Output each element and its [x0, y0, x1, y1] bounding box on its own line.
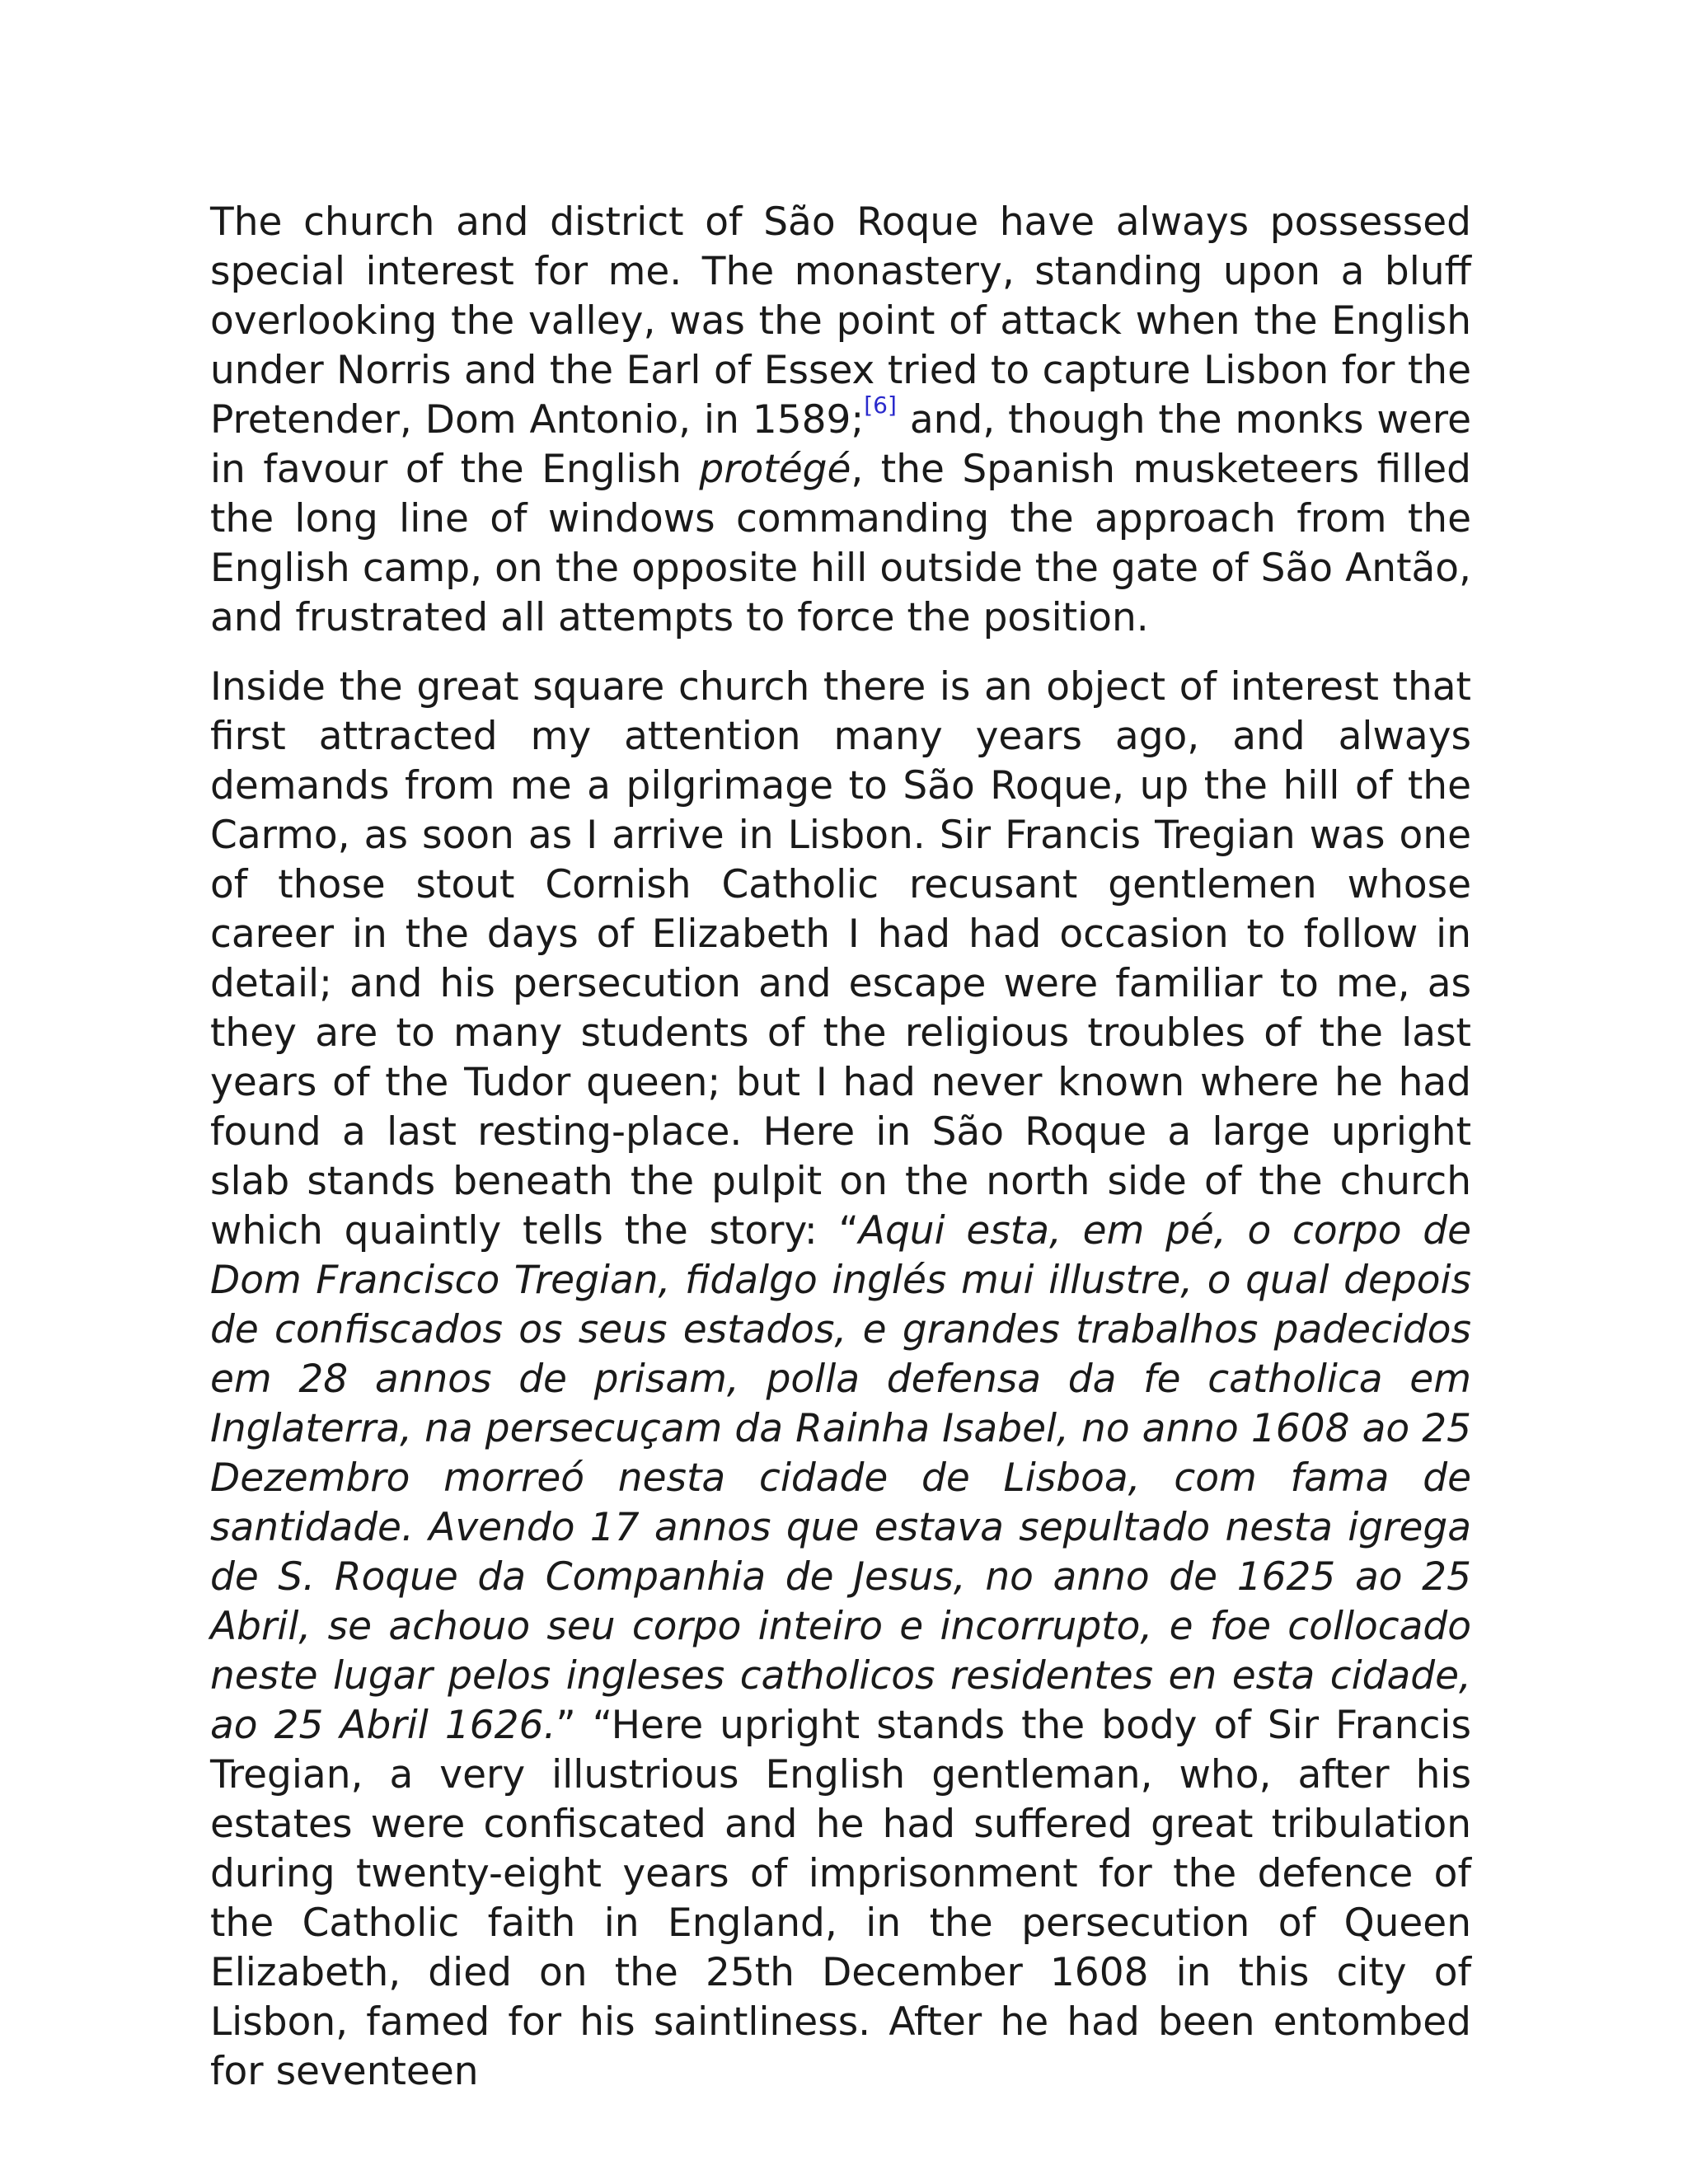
paragraph-text: ” “Here upright stands the body of Sir Francis Tregian, a very illustrious English gentleman, who, after his estates were confiscated and he had suffered great tribulation during twenty-eight years of imprisonment for the defence of the Catholic faith in England, in the persecution of Queen Elizabeth, died on the 25th December 1608 in this city of Lisbon, famed for his saintliness. After he had been entombed for seventeen — [210, 1703, 1471, 2094]
footnote-reference[interactable] — [864, 391, 897, 419]
paragraph-text: , the Spanish musketeers filled the long line of windows commanding the approach from the English camp, on the opposite hill outside the gate of São Antão, and frustrated all attempts to force the position. — [210, 447, 1471, 640]
paragraph-tregian-slab — [210, 663, 1471, 2097]
portuguese-inscription: Aqui esta, em pé, o corpo de Dom Francisco Tregian, fidalgo inglés mui illustre, o qual depois de confiscados os seus estados, e grandes trabalhos padecidos em 28 annos de prisam, polla defensa da fe catholica em Inglaterra, na persecuçam da Rainha Isabel, no anno 1608 ao 25 Dezembro morreó nesta cidade de Lisboa, com fama de santidade. Avendo 17 annos que estava sepultado nesta igrega de S. Roque da Companhia de Jesus, no anno de 1625 ao 25 Abril, se achouo seu corpo inteiro e incorrupto, e foe collocado neste lugar pelos ingleses catholicos residentes en esta cidade, ao 25 Abril 1626. — [210, 1208, 1471, 1748]
paragraph-text: Inside the great square church there is an object of interest that first attracted my attention many years ago, and always demands from me a pilgrimage to São Roque, up the hill of the Carmo, as soon as I arrive in Lisbon. Sir Francis Tregian was one of those stout Cornish Catholic recusant gentlemen whose career in the days of Elizabeth I had had occasion to follow in detail; and his persecution and escape were familiar to me, as they are to many students of the religious troubles of the last years of the Tudor queen; but I had never known where he had found a last resting-place. Here in São Roque a large upright slab stands beneath the pulpit on the north side of the church which quaintly tells the story: “ — [210, 664, 1471, 1254]
paragraph-sao-roque-intro — [210, 198, 1471, 643]
footnote-link[interactable]: [6] — [864, 391, 897, 419]
paragraph-text: and, though the monks were in favour of the English — [210, 397, 1471, 492]
document-page — [210, 198, 1471, 2116]
paragraph-text: The church and district of São Roque have always possessed special interest for me. The monastery, standing upon a bluff overlooking the valley, was the point of attack when the English under Norris and the Earl of Essex tried to capture Lisbon for the Pretender, Dom Antonio, in 1589; — [210, 199, 1471, 443]
italic-term: protégé — [699, 447, 851, 492]
